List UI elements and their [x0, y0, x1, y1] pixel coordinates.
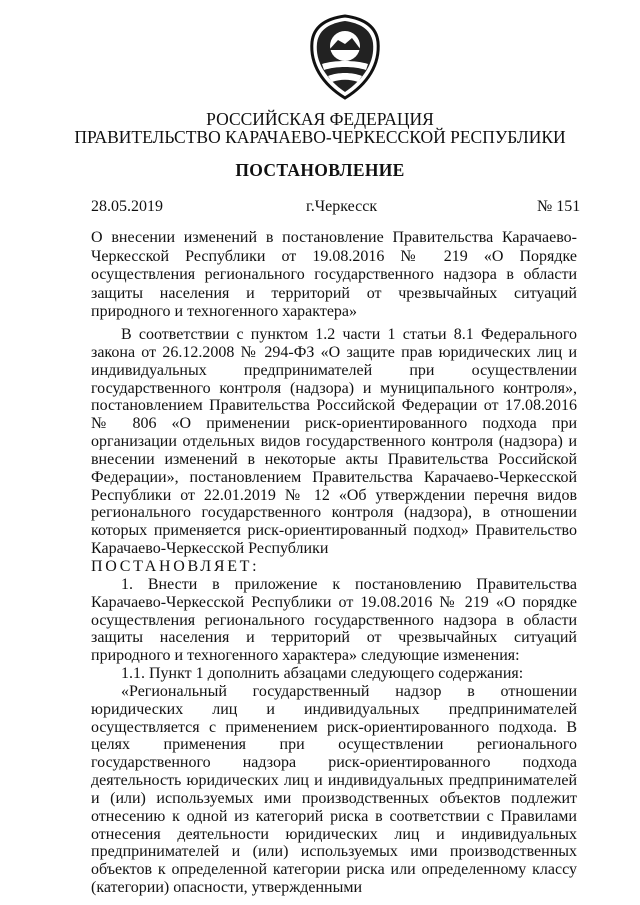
decree-heading: ПОСТАНОВЛЯЕТ: [91, 557, 260, 575]
item-1-1-paragraph: 1.1. Пункт 1 дополнить абзацами следующего содержания: [121, 665, 524, 683]
government-name: ПРАВИТЕЛЬСТВО КАРАЧАЕВО-ЧЕРКЕССКОЙ РЕСПУБЛИКИ [74, 127, 566, 147]
document-city: г.Черкесск [306, 198, 378, 215]
preamble-paragraph: В соответствии с пунктом 1.2 части 1 статьи 8.1 Федерального закона от 26.12.2008 № 294-ФЗ «О защите прав юридических лиц и индивидуальных предпринимателей при осуществлении государственного контроля (надзора) и муниципального контроля», постановлением Правительства Российской Федерации от 17.08.2016 № 806 «О применении риск-ориентированного подхода при организации отдельных видов государственного контроля (надзора) и внесении изменений в некоторые акты Правительства Российской Федерации», постановлением Правительства Карачаево-Черкесской Республики от 22.01.2019 № 12 «Об утверждении перечня видов регионального государственного контроля (надзора), в отношении которых применяется риск-ориентированный подход» Правительство Карачаево-Черкесской Республики [91, 326, 577, 558]
quoted-amendment-paragraph: «Региональный государственный надзор в отношении юридических лиц и индивидуальных предпринимателей осуществляется с применением риск-ориентированного подхода. В целях применения при осуществлении регионального государственного надзора риск-ориентированного подхода деятельность юридических лиц и индивидуальных предпринимателей и (или) используемых ими производственных объектов подлежит отнесению к одной из категорий риска в соответствии с Правилами отнесения деятельности юридических лиц и индивидуальных предпринимателей и (или) используемых ими производственных объектов к определенной категории риска или определенному классу (категории) опасности, утвержденными [91, 682, 577, 897]
country-name: РОССИЙСКАЯ ФЕДЕРАЦИЯ [206, 109, 434, 129]
document-body [91, 326, 577, 897]
document-number: № 151 [537, 198, 581, 215]
item-1-paragraph: 1. Внести в приложение к постановлению Правительства Карачаево-Черкесской Республики от 19.08.2016 № 219 «О порядке осуществления регионального государственного надзора в области защиты населения и территорий от чрезвычайных ситуаций природного и техногенного характера» следующие изменения: [91, 575, 577, 665]
document-subject: О внесении изменений в постановление Правительства Карачаево-Черкесской Республики от 19.08.2016 № 219 «О Порядке осуществления регионального государственного надзора в области защиты населения и территорий от чрезвычайных ситуаций природного и техногенного характера» [91, 229, 577, 320]
document-type: ПОСТАНОВЛЕНИЕ [235, 160, 405, 180]
document-date: 28.05.2019 [91, 198, 163, 215]
coat-of-arms-icon [308, 14, 382, 100]
